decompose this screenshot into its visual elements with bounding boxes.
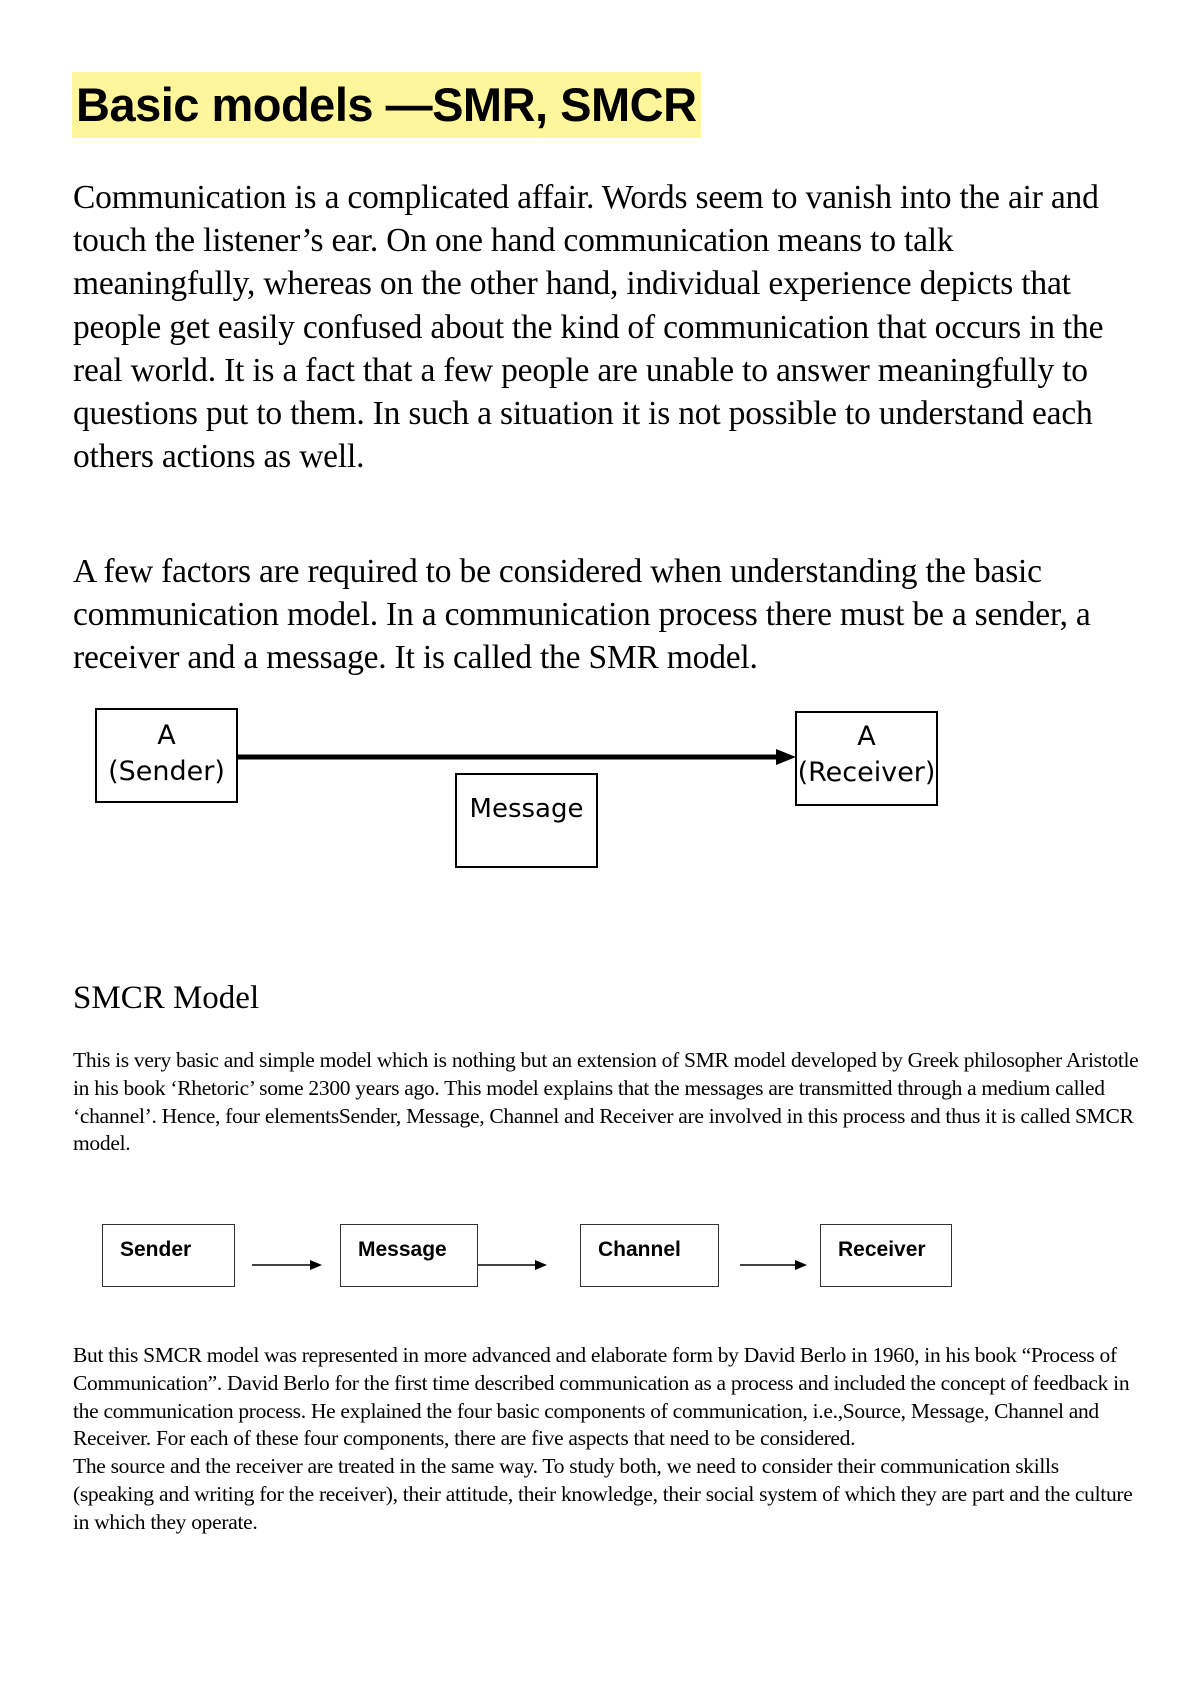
smcr-sender-box: Sender xyxy=(102,1224,235,1287)
smcr-heading: SMCR Model xyxy=(73,980,260,1016)
smr-sender-box xyxy=(95,708,238,803)
smcr-description: This is very basic and simple model which is nothing but an extension of SMR model developed by Greek philosopher Aristotle in his book ‘Rhetoric’ some 2300 years ago. This model explains that the messages are transmitted through a medium called ‘channel’. Hence, four elementsSender, Message, Channel and Receiver are involved in this process and thus it is called SMCR model. xyxy=(73,1048,1139,1156)
page-title: Basic models —SMR, SMCR xyxy=(72,72,701,138)
source-receiver-paragraph: The source and the receiver are treated in the same way. To study both, we need to consider their communication skills (speaking and writing for the receiver), their attitude, their knowledge, their social system of which they are part and the culture in which they operate. xyxy=(73,1454,1133,1534)
smr-intro-paragraph: A few factors are required to be considered when understanding the basic communication model. In a communication process there must be a sender, a receiver and a message. It is called the SMR model. xyxy=(73,553,1091,677)
smr-message-label: Message xyxy=(469,794,584,824)
berlo-text xyxy=(73,1342,1143,1537)
smcr-receiver-box: Receiver xyxy=(820,1224,952,1287)
smcr-arrow-2 xyxy=(478,1260,547,1270)
intro-paragraph: Communication is a complicated affair. Words seem to vanish into the air and touch the listener’s ear. On one hand communication means to talk meaningfully, whereas on the other hand, individual experience depicts that people get easily confused about the kind of communication that occurs in the real world. It is a fact that a few people are unable to answer meaningfully to questions put to them. In such a situation it is not possible to understand each others actions as well. xyxy=(73,179,1104,476)
smcr-arrow-1 xyxy=(252,1260,322,1270)
smr-sender-label: A xyxy=(157,720,176,751)
smcr-message-box: Message xyxy=(340,1224,478,1287)
smcr-channel-box: Channel xyxy=(580,1224,719,1287)
smr-receiver-label: A xyxy=(857,721,876,752)
smr-message-box xyxy=(455,773,598,868)
berlo-paragraph: But this SMCR model was represented in more advanced and elaborate form by David Berlo in 1960, in his book “Process of Communication”. David Berlo for the first time described communication as a process and included the concept of feedback in the communication process. He explained the four basic components of communication, i.e.,Source, Message, Channel and Receiver. For each of these four components, there are five aspects that need to be considered. xyxy=(73,1343,1130,1451)
smr-arrowhead xyxy=(776,749,796,765)
smr-receiver-role: (Receiver) xyxy=(797,757,936,788)
smr-sender-role: (Sender) xyxy=(108,756,225,787)
smr-receiver-box xyxy=(795,711,938,806)
smcr-arrow-3 xyxy=(740,1260,807,1270)
